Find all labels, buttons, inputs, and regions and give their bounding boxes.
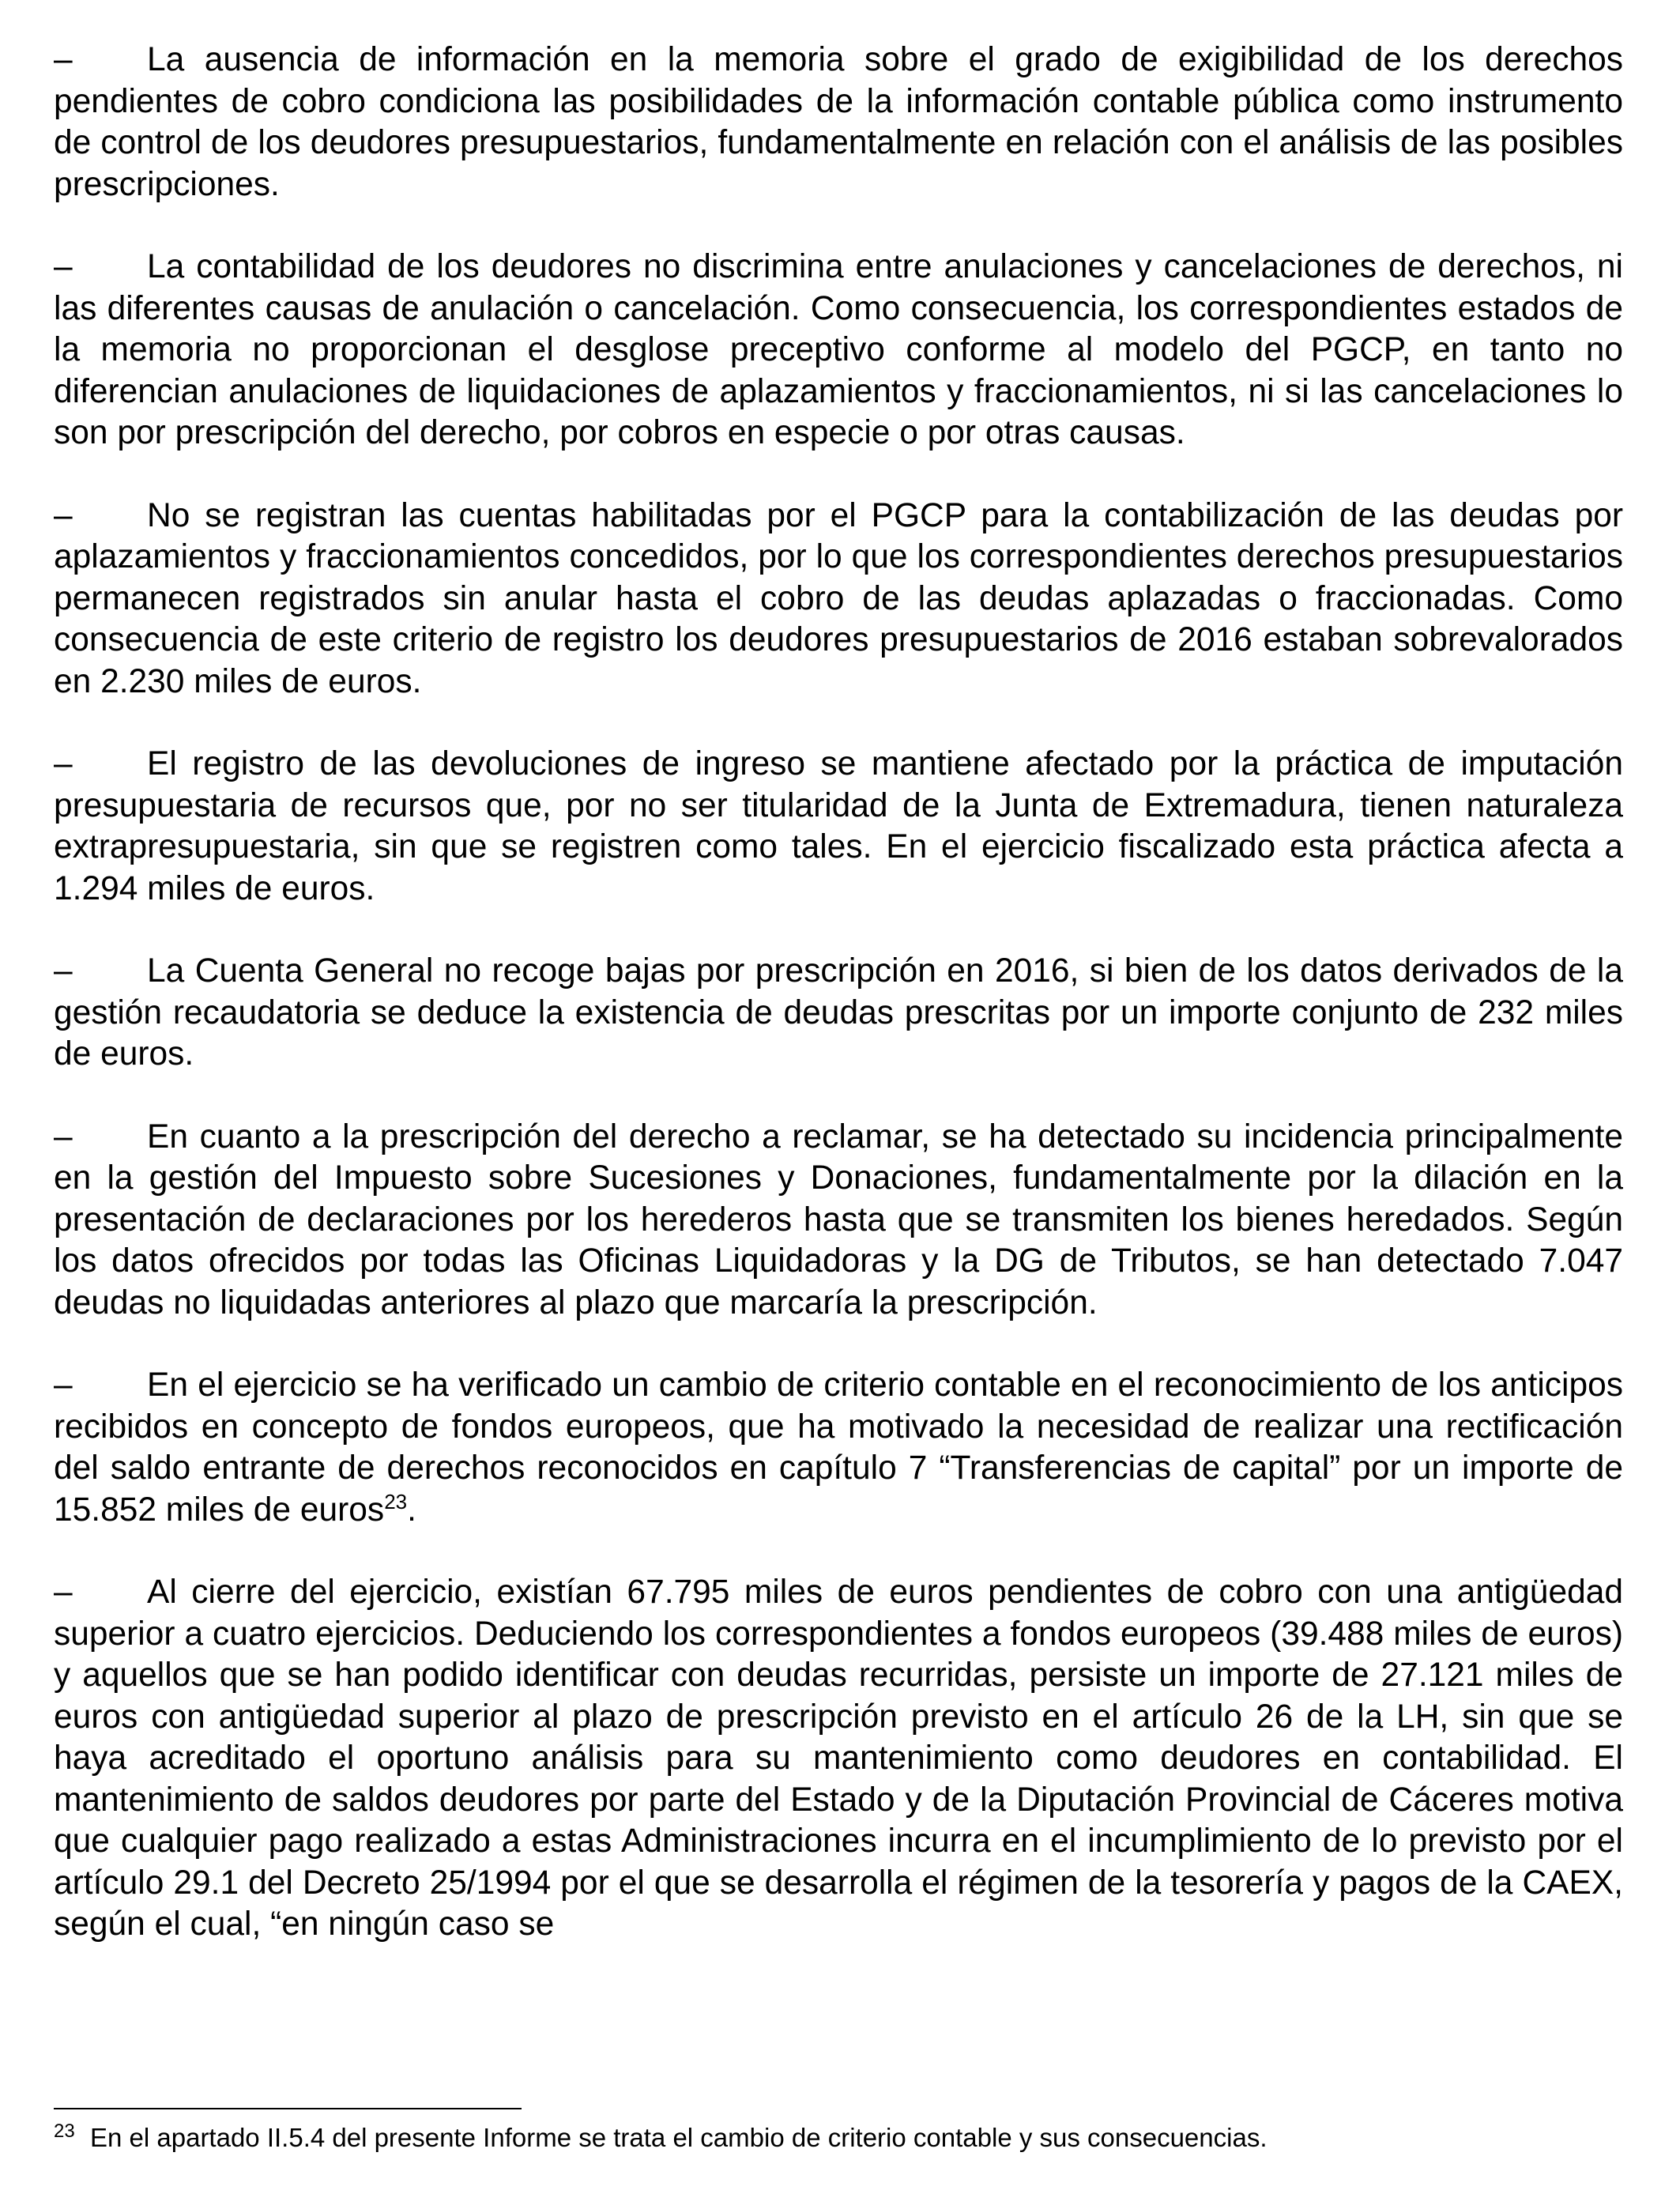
paragraph-3 <box>54 496 1623 703</box>
paragraph-tail: . <box>407 1491 416 1529</box>
document-body <box>54 40 1623 1987</box>
paragraph-8 <box>54 1572 1623 1946</box>
paragraph-text: La ausencia de información en la memoria sobre el grado de exigibilidad de los derechos pendientes de cobro condiciona las posibilidades de la información contable pública como instrumento de control de los deudores presupuestarios, fundamentalmente en relación con el análisis de las posibles prescripciones. <box>54 41 1623 203</box>
paragraph-text: No se registran las cuentas habilitadas por el PGCP para la contabilización de las deudas por aplazamientos y fraccionamientos concedidos, por lo que los correspondientes derechos presupuestarios permanecen registrados sin anular hasta el cobro de las deudas aplazadas o fraccionadas. Como consecuencia de este criterio de registro los deudores presupuestarios de 2016 estaban sobrevalorados en 2.230 miles de euros. <box>54 496 1623 700</box>
footnote-reference[interactable]: 23 <box>384 1489 408 1514</box>
bullet-dash: – <box>54 745 73 782</box>
bullet-dash: – <box>54 952 73 990</box>
bullet-dash: – <box>54 41 73 78</box>
paragraph-text: La contabilidad de los deudores no discrimina entre anulaciones y cancelaciones de derechos, ni las diferentes causas de anulación o cancelación. Como consecuencia, los correspondientes estados de la memoria no proporcionan el desglose preceptivo conforme al modelo del PGCP, en tanto no diferencian anulaciones de liquidaciones de aplazamientos y fraccionamientos, ni si las cancelaciones lo son por prescripción del derecho, por cobros en especie o por otras causas. <box>54 248 1623 451</box>
footnote-text: En el apartado II.5.4 del presente Informe se trata el cambio de criterio contable y sus consecuencias. <box>90 2123 1268 2152</box>
paragraph-2 <box>54 247 1623 454</box>
paragraph-text: La Cuenta General no recoge bajas por prescripción en 2016, si bien de los datos derivados de la gestión recaudatoria se deduce la existencia de deudas prescritas por un importe conjunto de 232 miles de euros. <box>54 952 1623 1072</box>
paragraph-text: En cuanto a la prescripción del derecho a reclamar, se ha detectado su incidencia principalmente en la gestión del Impuesto sobre Sucesiones y Donaciones, fundamentalmente por la dilación en la presentación de declaraciones por los herederos hasta que se transmiten los bienes heredados. Según los datos ofrecidos por todas las Oficinas Liquidadoras y la DG de Tributos, se han detectado 7.047 deudas no liquidadas anteriores al plazo que marcaría la prescripción. <box>54 1118 1623 1321</box>
paragraph-4 <box>54 744 1623 910</box>
bullet-dash: – <box>54 1118 73 1155</box>
paragraph-5 <box>54 951 1623 1076</box>
footnote: 23 En el apartado II.5.4 del presente Informe se trata el cambio de criterio contable y sus consecuencias. <box>54 2120 1268 2152</box>
paragraph-7 <box>54 1365 1623 1531</box>
bullet-dash: – <box>54 248 73 285</box>
paragraph-text: En el ejercicio se ha verificado un cambio de criterio contable en el reconocimiento de los anticipos recibidos en concepto de fondos europeos, que ha motivado la necesidad de realizar una rectificación del saldo entrante de derechos reconocidos en capítulo 7 “Transferencias de capital” por un importe de 15.852 miles de euros <box>54 1367 1623 1529</box>
bullet-dash: – <box>54 496 73 534</box>
paragraph-text: Al cierre del ejercicio, existían 67.795 miles de euros pendientes de cobro con una antigüedad superior a cuatro ejercicios. Deduciendo los correspondientes a fondos europeos (39.488 miles de euros) y aquellos que se han podido identificar con deudas recurridas, persiste un importe de 27.121 miles de euros con antigüedad superior al plazo de prescripción previsto en el artículo 26 de la LH, sin que se haya acreditado el oportuno análisis para su mantenimiento como deudores en contabilidad. El mantenimiento de saldos deudores por parte del Estado y de la Diputación Provincial de Cáceres motiva que cualquier pago realizado a estas Administraciones incurra en el incumplimiento de lo previsto por el artículo 29.1 del Decreto 25/1994 por el que se desarrolla el régimen de la tesorería y pagos de la CAEX, según el cual, “en ningún caso se <box>54 1574 1623 1943</box>
paragraph-1 <box>54 40 1623 205</box>
paragraph-text: El registro de las devoluciones de ingreso se mantiene afectado por la práctica de imputación presupuestaria de recursos que, por no ser titularidad de la Junta de Extremadura, tienen naturaleza extrapresupuestaria, sin que se registren como tales. En el ejercicio fiscalizado esta práctica afecta a 1.294 miles de euros. <box>54 745 1623 907</box>
footnote-separator <box>54 2108 522 2109</box>
bullet-dash: – <box>54 1367 73 1404</box>
bullet-dash: – <box>54 1574 73 1611</box>
paragraph-6 <box>54 1117 1623 1325</box>
